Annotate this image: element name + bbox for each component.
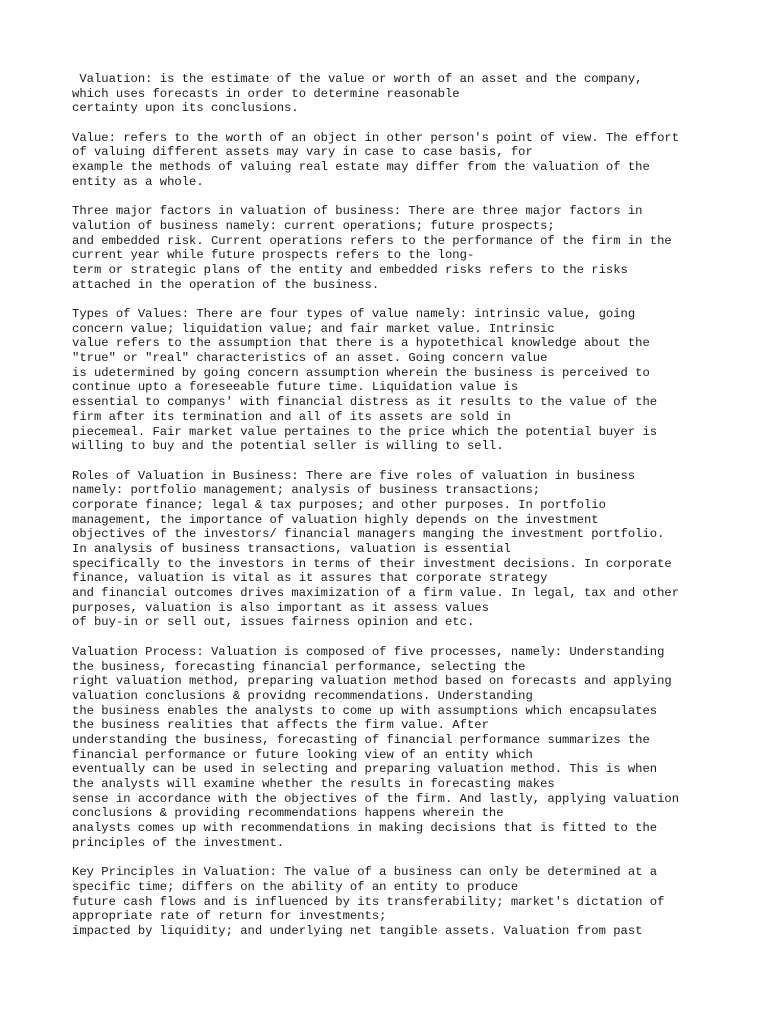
text-line: current year while future prospects refers to the long- — [72, 248, 475, 263]
text-line: entity as a whole. — [72, 174, 204, 189]
paragraph — [72, 645, 712, 851]
text-line: continue upto a foreseeable future time. Liquidation value is — [72, 380, 519, 395]
paragraph — [72, 865, 712, 938]
text-line: Roles of Valuation in Business: There are five roles of valuation in business — [72, 468, 636, 483]
text-line: impacted by liquidity; and underlying net tangible assets. Valuation from past — [72, 923, 643, 938]
text-line: valuation conclusions & providng recommendations. Understanding — [72, 688, 533, 703]
text-line: eventually can be used in selecting and preparing valuation method. This is when — [72, 762, 658, 777]
text-line: and embedded risk. Current operations refers to the performance of the firm in the — [72, 233, 672, 248]
text-line: namely: portfolio management; analysis of business transactions; — [72, 483, 541, 498]
text-line: the business, forecasting financial performance, selecting the — [72, 659, 526, 674]
document-body — [72, 72, 712, 953]
text-line: financial performance or future looking view of an entity which — [72, 747, 533, 762]
paragraph — [72, 72, 712, 116]
text-line: and financial outcomes drives maximization of a firm value. In legal, tax and other — [72, 586, 680, 601]
text-line: Key Principles in Valuation: The value of a business can only be determined at a — [72, 865, 658, 880]
text-line: value refers to the assumption that there is a hypotethical knowledge about the — [72, 336, 650, 351]
text-line: Value: refers to the worth of an object in other person's point of view. The effort — [72, 130, 680, 145]
text-line: understanding the business, forecasting of financial performance summarizes the — [72, 732, 650, 747]
text-line: concern value; liquidation value; and fair market value. Intrinsic — [72, 321, 555, 336]
paragraph — [72, 469, 712, 631]
paragraph — [72, 307, 712, 454]
text-line: In analysis of business transactions, valuation is essential — [72, 542, 511, 556]
text-line: analysts comes up with recommendations in making decisions that is fitted to the — [72, 821, 658, 836]
text-line: conclusions & providing recommendations happens wherein the — [72, 806, 504, 821]
text-line: purposes, valuation is also important as it assess values — [72, 600, 489, 615]
text-line: term or strategic plans of the entity and embedded risks refers to the risks — [72, 262, 628, 277]
text-line: example the methods of valuing real estate may differ from the valuation of the — [72, 160, 650, 175]
text-line: Valuation Process: Valuation is composed of five processes, namely: Understanding — [72, 644, 665, 659]
text-line: future cash flows and is influenced by its transferability; market's dictation of — [72, 894, 665, 909]
text-line: is udetermined by going concern assumption wherein the business is perceived to — [72, 365, 650, 380]
text-line: willing to buy and the potential seller is willing to sell. — [72, 439, 504, 454]
text-line: piecemeal. Fair market value pertaines to the price which the potential buyer is — [72, 424, 658, 439]
text-line: Three major factors in valuation of business: There are three major factors in — [72, 204, 643, 219]
text-line: finance, valuation is vital as it assures that corporate strategy — [72, 571, 548, 586]
text-line: Valuation: is the estimate of the value or worth of an asset and the company, — [72, 72, 643, 86]
text-line: of buy-in or sell out, issues fairness opinion and etc. — [72, 615, 475, 630]
text-line: appropriate rate of return for investments; — [72, 909, 387, 924]
text-line: certainty upon its conclusions. — [72, 101, 299, 116]
text-line: the analysts will examine whether the results in forecasting makes — [72, 777, 555, 791]
text-line: management, the importance of valuation highly depends on the investment — [72, 512, 599, 527]
text-line: specific time; differs on the ability of an entity to produce — [72, 879, 519, 894]
text-line: valution of business namely: current operations; future prospects; — [72, 218, 555, 233]
text-line: objectives of the investors/ financial managers manging the investment portfolio. — [72, 527, 665, 542]
text-line: attached in the operation of the business. — [72, 277, 380, 292]
text-line: of valuing different assets may vary in case to case basis, for — [72, 145, 533, 160]
text-line: right valuation method, preparing valuation method based on forecasts and applying — [72, 674, 672, 689]
text-line: essential to companys' with financial distress as it results to the value of the — [72, 395, 658, 410]
text-line: the business realities that affects the firm value. After — [72, 718, 489, 733]
paragraph — [72, 204, 712, 292]
text-line: the business enables the analysts to come up with assumptions which encapsulates — [72, 703, 658, 718]
text-line: sense in accordance with the objectives of the firm. And lastly, applying valuation — [72, 791, 680, 806]
text-line: corporate finance; legal & tax purposes; and other purposes. In portfolio — [72, 497, 606, 512]
text-line: specifically to the investors in terms of their investment decisions. In corporate — [72, 556, 672, 571]
text-line: firm after its termination and all of its assets are sold in — [72, 409, 511, 424]
text-line: Types of Values: There are four types of value namely: intrinsic value, going — [72, 307, 636, 321]
text-line: principles of the investment. — [72, 835, 285, 850]
paragraph — [72, 131, 712, 190]
text-line: which uses forecasts in order to determine reasonable — [72, 86, 460, 101]
text-line: "true" or "real" characteristics of an asset. Going concern value — [72, 351, 548, 366]
